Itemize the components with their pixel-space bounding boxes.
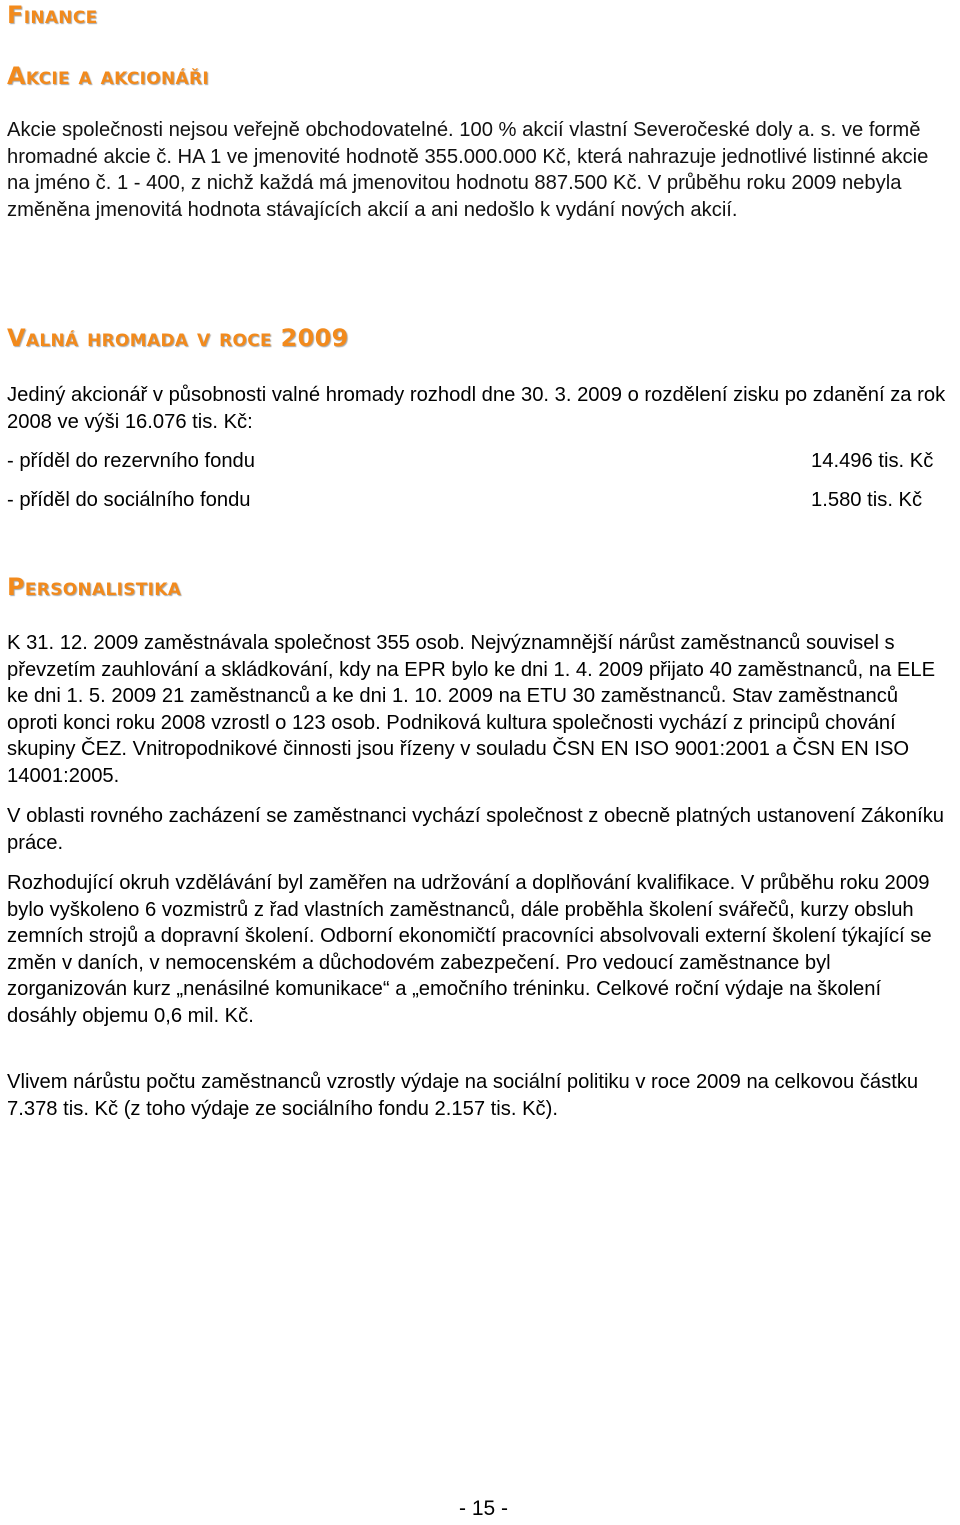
allocation-label: - příděl do rezervního fondu: [7, 450, 256, 472]
personalistika-paragraph-training: Rozhodující okruh vzdělávání byl zaměřen na udržování a doplňování kvalifikace. V průběhu roku 2009 bylo vyškoleno 6 vozmistrů z řad vlastních zaměstnanců, dále proběhla školení svářečů, kurzy obsluh zemních strojů a dopravní školení. Odborní ekonomičtí pracovníci absolvovali externí školení týkající se změn v daních, v nemocenském a důchodovém zabezpečení. Pro vedoucí zaměstnance byl zorganizován kurz „nenásilné komunikace“ a „emočního tréninku. Celkové roční výdaje na školení dosáhly objemu 0,6 mil. Kč.: [7, 872, 932, 1027]
valna-hromada-paragraph: Jediný akcionář v působnosti valné hromady rozhodl dne 30. 3. 2009 o rozdělení zisku po zdanění za rok 2008 ve výši 16.076 tis. Kč:: [7, 384, 946, 433]
section-heading-finance: Finance: [7, 1, 98, 29]
allocation-amount: 14.496 tis. Kč: [811, 450, 934, 472]
personalistika-paragraph-equal-treatment: V oblasti rovného zacházení se zaměstnanci vychází společnost z obecně platných ustanovení Zákoníku práce.: [7, 805, 945, 854]
allocation-amount: 1.580 tis. Kč: [811, 489, 923, 511]
section-heading-valna-hromada: Valná hromada v roce 2009: [7, 324, 349, 352]
section-heading-personalistika: Personalistika: [7, 573, 182, 601]
allocation-row-social-fund: [7, 489, 953, 516]
personalistika-paragraph-social-policy: Vlivem nárůstu počtu zaměstnanců vzrostly výdaje na sociální politiku v roce 2009 na celkovou částku 7.378 tis. Kč (z toho výdaje ze sociálního fondu 2.157 tis. Kč).: [7, 1071, 919, 1120]
page-number: - 15 -: [459, 1497, 509, 1520]
personalistika-paragraph-employees: K 31. 12. 2009 zaměstnávala společnost 355 osob. Nejvýznamnější nárůst zaměstnanců souvisel s převzetím zauhlování a skládkování, kdy na EPR bylo ke dni 1. 4. 2009 přijato 40 zaměstnanců, na ELE ke dni 1. 5. 2009 21 zaměstnanců a ke dni 1. 10. 2009 na ETU 30 zaměstnanců. Stav zaměstnanců oproti konci roku 2008 vzrostl o 123 osob. Podniková kultura společnosti vychází z principů chování skupiny ČEZ. Vnitropodnikové činnosti jsou řízeny v souladu ČSN EN ISO 9001:2001 a ČSN EN ISO 14001:2005.: [7, 632, 936, 787]
section-heading-akcie: Akcie a akcionáři: [7, 62, 209, 90]
allocation-label: - příděl do sociálního fondu: [7, 489, 251, 511]
allocation-row-reserve-fund: [7, 450, 953, 477]
akcie-paragraph: Akcie společnosti nejsou veřejně obchodovatelné. 100 % akcií vlastní Severočeské doly a. s. ve formě hromadné akcie č. HA 1 ve jmenovité hodnotě 355.000.000 Kč, která nahrazuje jednotlivé listinné akcie na jméno č. 1 - 400, z nichž každá má jmenovitou hodnotu 887.500 Kč. V průběhu roku 2009 nebyla změněna jmenovitá hodnota stávajících akcií a ani nedošlo k vydání nových akcií.: [7, 119, 929, 221]
